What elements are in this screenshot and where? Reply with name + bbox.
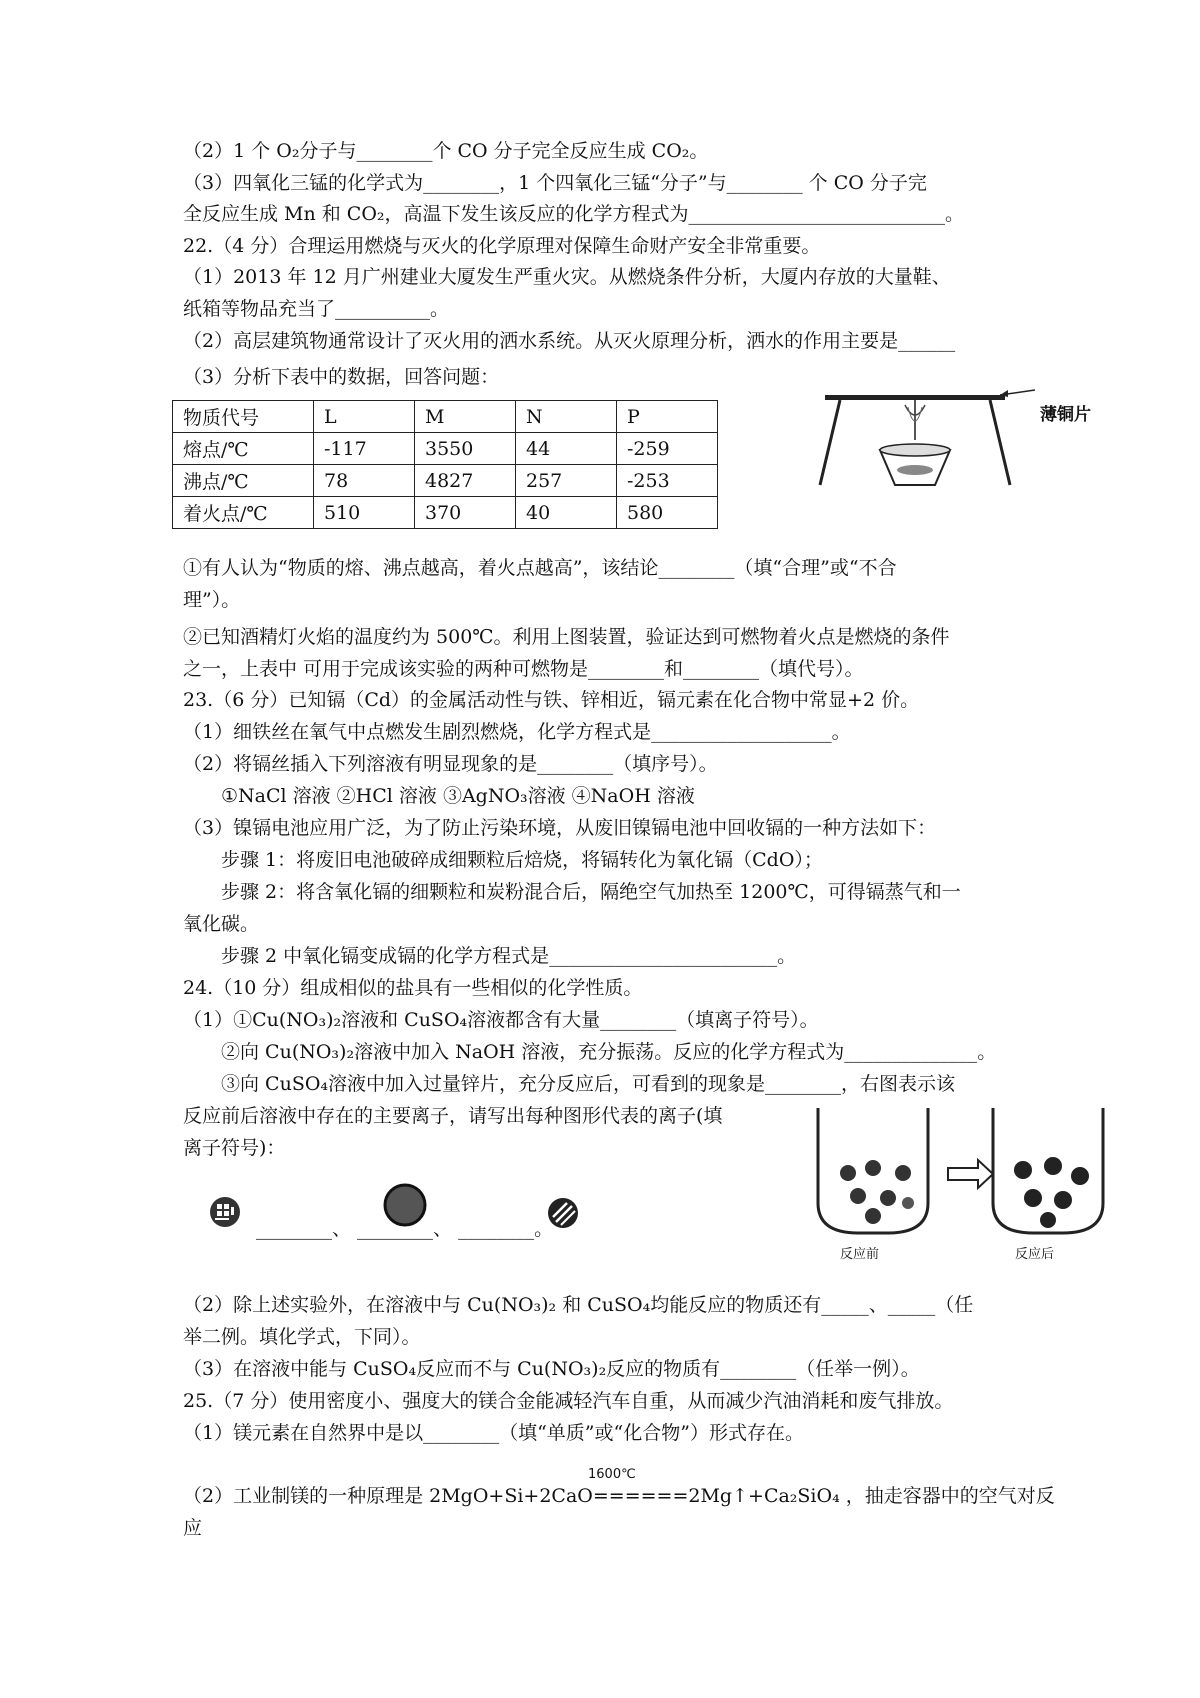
q21-3-line1: （3）四氧化三锰的化学式为________，1 个四氧化三锰“分子”与________ 个 CO 分子完 [183, 172, 927, 194]
q22-1-line2: 纸箱等物品充当了__________。 [183, 298, 450, 320]
melting-boiling-table [172, 400, 718, 529]
table-cell: M [415, 401, 516, 433]
copper-sheet-label: 薄铜片 [1040, 405, 1091, 425]
after-reaction-label: 反应后 [1015, 1247, 1055, 1262]
grid-ion-symbol [205, 1192, 245, 1232]
q24-1c: ③向 CuSO₄溶液中加入过量锌片，充分反应后，可看到的现象是________，右图表示该 [221, 1073, 956, 1095]
table-cell: 44 [516, 433, 617, 465]
table-cell: 40 [516, 497, 617, 529]
table-cell: 3550 [415, 433, 516, 465]
table-cell: P [617, 401, 718, 433]
table-cell: 着火点/℃ [173, 497, 314, 529]
table-cell: 4827 [415, 465, 516, 497]
q23-2: （2）将镉丝插入下列溶液有明显现象的是________（填序号）。 [183, 753, 718, 775]
table-row [173, 465, 718, 497]
q22-title: 22.（4 分）合理运用燃烧与灭火的化学原理对保障生命财产安全非常重要。 [183, 235, 821, 257]
q23-1: （1）细铁丝在氧气中点燃发生剧烈燃烧，化学方程式是___________________。 [183, 721, 851, 743]
table-cell: -117 [314, 433, 415, 465]
q24-ion-blanks: ________、 ________、 ________。 [256, 1218, 554, 1240]
q23-step3: 步骤 2 中氧化镉变成镉的化学方程式是________________________。 [221, 945, 797, 967]
q22-c2-line2: 之一，上表中 可用于完成该实验的两种可燃物是________和________（填代号）。 [183, 658, 864, 680]
table-cell: -259 [617, 433, 718, 465]
q22-c2-line1: ②已知酒精灯火焰的温度约为 500℃。利用上图装置，验证达到可燃物着火点是燃烧的条件 [183, 626, 950, 648]
q23-options: ①NaCl 溶液 ②HCl 溶液 ③AgNO₃溶液 ④NaOH 溶液 [221, 785, 695, 807]
q21-3-line2: 全反应生成 Mn 和 CO₂，高温下发生该反应的化学方程式为___________________________。 [183, 203, 965, 225]
table-cell: 510 [314, 497, 415, 529]
q24-1e: 离子符号)： [183, 1137, 286, 1159]
q24-2-line1: （2）除上述实验外，在溶液中与 Cu(NO₃)₂ 和 CuSO₄均能反应的物质还有_____、_____（任 [183, 1294, 974, 1316]
reaction-test-tubes-figure [808, 1108, 1108, 1258]
table-cell: 熔点/℃ [173, 433, 314, 465]
table-header-row [173, 401, 718, 433]
q22-c1-line1: ①有人认为“物质的熔、沸点越高，着火点越高”，该结论________（填“合理”或“不合 [183, 557, 897, 579]
table-cell: 物质代号 [173, 401, 314, 433]
q24-title: 24.（10 分）组成相似的盐具有一些相似的化学性质。 [183, 977, 643, 999]
table-cell: L [314, 401, 415, 433]
q25-title: 25.（7 分）使用密度小、强度大的镁合金能减轻汽车自重，从而减少汽油消耗和废气排放。 [183, 1390, 954, 1412]
table-cell: 78 [314, 465, 415, 497]
table-cell: N [516, 401, 617, 433]
q24-1b: ②向 Cu(NO₃)₂溶液中加入 NaOH 溶液，充分振荡。反应的化学方程式为______________。 [221, 1041, 997, 1063]
q25-1: （1）镁元素在自然界中是以________（填“单质”或“化合物”）形式存在。 [183, 1422, 804, 1444]
table-cell: 370 [415, 497, 516, 529]
q22-1-line1: （1）2013 年 12 月广州建业大厦发生严重火灾。从燃烧条件分析，大厦内存放的大量鞋、 [183, 266, 951, 288]
q25-2-line1: （2）工业制镁的一种原理是 2MgO+Si+2CaO======2Mg↑+Ca₂SiO₄ ，抽走容器中的空气对反 [183, 1485, 1055, 1507]
reaction-temperature-label: 1600℃ [588, 1467, 636, 1482]
q22-c1-line2: 理”）。 [183, 589, 241, 611]
q22-2: （2）高层建筑物通常设计了灭火用的洒水系统。从灭火原理分析，洒水的作用主要是______ [183, 330, 956, 352]
q23-title: 23.（6 分）已知镉（Cd）的金属活动性与铁、锌相近，镉元素在化合物中常显+2 价。 [183, 689, 920, 711]
q24-2-line2: 举二例。填化学式，下同）。 [183, 1326, 421, 1348]
table-row [173, 497, 718, 529]
q24-1: （1）①Cu(NO₃)₂溶液和 CuSO₄溶液都含有大量________（填离子符号）。 [183, 1009, 819, 1031]
q22-3: （3）分析下表中的数据，回答问题： [183, 366, 500, 388]
table-cell: 580 [617, 497, 718, 529]
before-reaction-label: 反应前 [840, 1247, 880, 1262]
q23-step2-line1: 步骤 2：将含氧化镉的细颗粒和炭粉混合后，隔绝空气加热至 1200℃，可得镉蒸气和一 [221, 881, 961, 903]
q24-3: （3）在溶液中能与 CuSO₄反应而不与 Cu(NO₃)₂反应的物质有________（任举一例）。 [183, 1358, 920, 1380]
table-row [173, 433, 718, 465]
q24-1d: 反应前后溶液中存在的主要离子，请写出每种图形代表的离子(填 [183, 1105, 723, 1127]
table-cell: 沸点/℃ [173, 465, 314, 497]
q23-step2-line2: 氧化碳。 [183, 913, 260, 935]
q23-3: （3）镍镉电池应用广泛，为了防止污染环境，从废旧镍镉电池中回收镉的一种方法如下： [183, 817, 937, 839]
table-cell: -253 [617, 465, 718, 497]
q23-step1: 步骤 1：将废旧电池破碎成细颗粒后焙烧，将镉转化为氧化镉（CdO）； [221, 849, 823, 871]
q25-2-line2: 应 [183, 1517, 203, 1539]
q21-2: （2）1 个 O₂分子与________个 CO 分子完全反应生成 CO₂。 [183, 140, 709, 162]
table-cell: 257 [516, 465, 617, 497]
